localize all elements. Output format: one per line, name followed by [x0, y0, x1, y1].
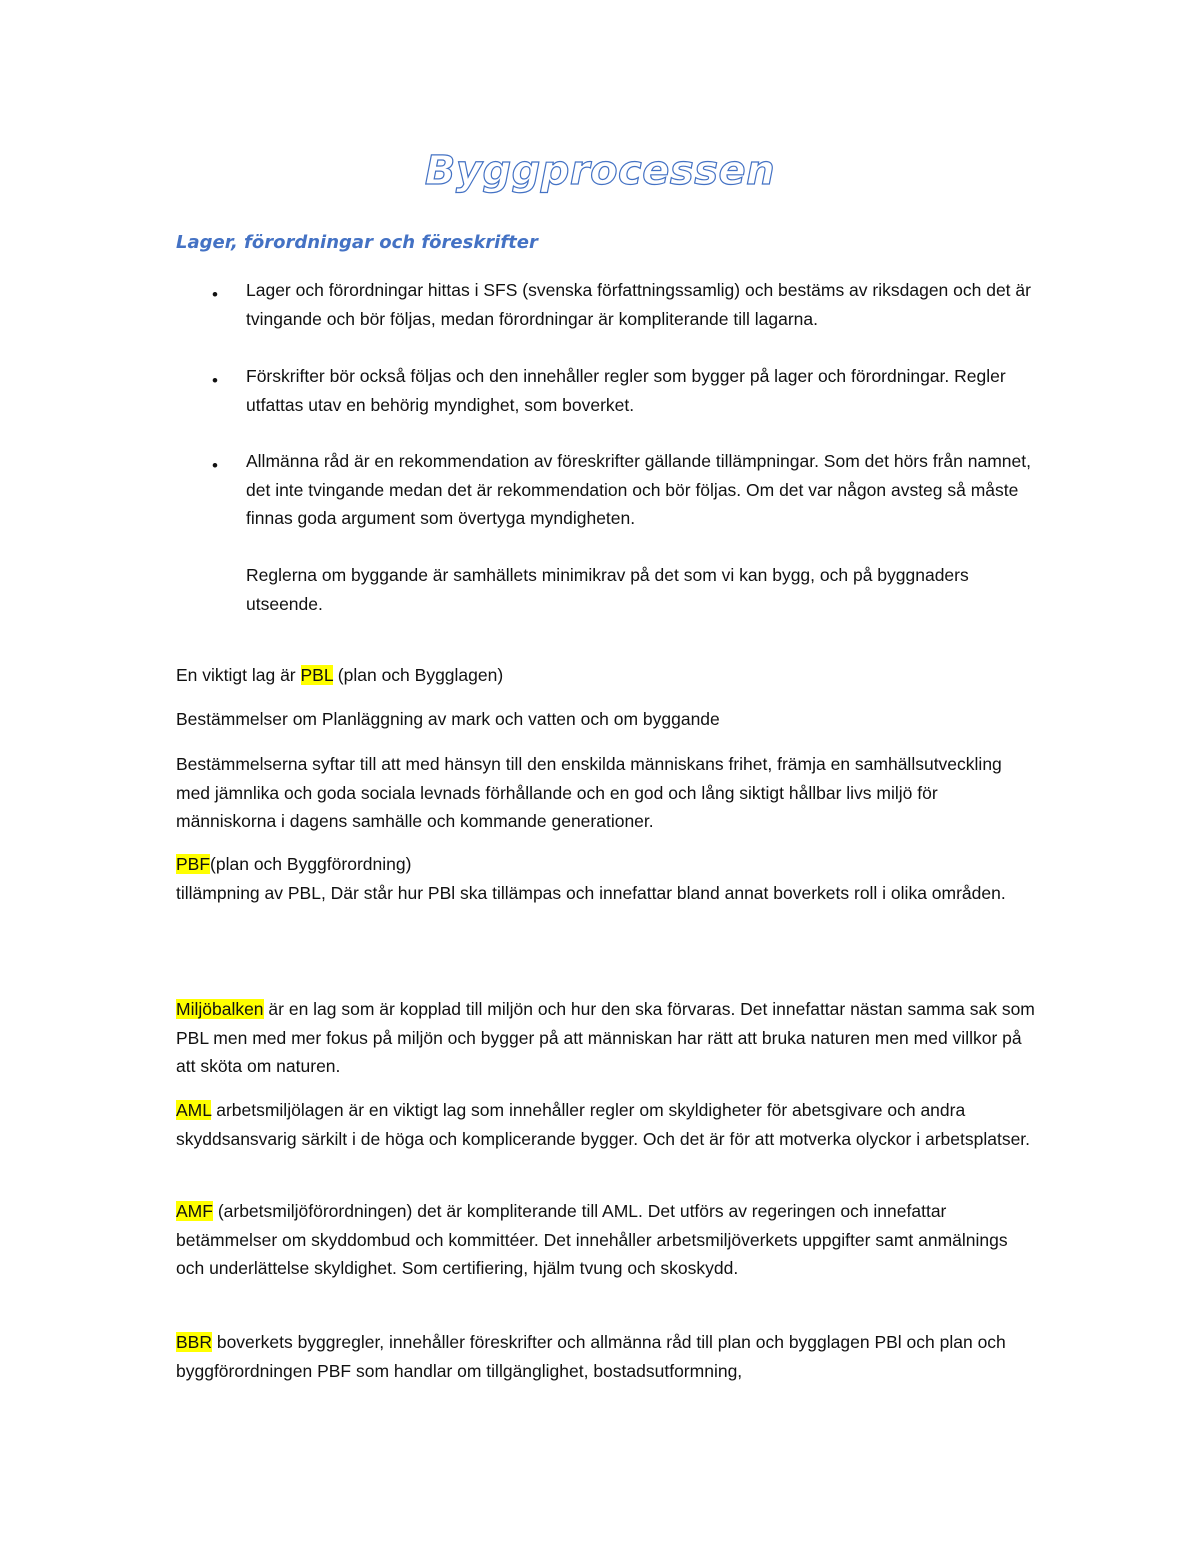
- miljobalken-highlight: Miljöbalken: [176, 999, 264, 1019]
- pbl-prefix: En viktigt lag är: [176, 665, 301, 685]
- bullet-text-sfs: Lager och förordningar hittas i SFS (svenska författningssamlig) och bestäms av riksdagen och det är tvingande och bör följas, medan förordningar är kompliterande till lagarna.: [246, 280, 1031, 329]
- document-title: Byggprocessen: [424, 148, 776, 194]
- bullet-icon: •: [212, 456, 218, 475]
- pbf-paragraph: [176, 850, 1036, 907]
- aml-body: arbetsmiljölagen är en viktigt lag som innehåller regler om skyldigheter för abetsgivare och andra skyddsansvarig särkilt i de höga och komplicerande bygger. Och det är för att motverka olyckor i arbetsplatser.: [176, 1100, 1031, 1149]
- aml-highlight: AML: [176, 1100, 212, 1120]
- miljobalken-paragraph: [176, 995, 1036, 1081]
- pbl-purpose: Bestämmelserna syftar till att med hänsyn till den enskilda människans frihet, främja en samhällsutveckling med jämnlika och goda sociala levnads förhållande och en god och lång siktigt hållbar livs miljö för människorna i dagens samhälle och kommande generationer.: [176, 754, 1002, 832]
- amf-body: (arbetsmiljöförordningen) det är kompliterande till AML. Det utförs av regeringen och innefattar betämmelser om skyddombud och kommittéer. Det innehåller arbetsmiljöverkets uppgifter samt anmälnings och underlättelse skyldighet. Som certifiering, hjälm tvung och skoskydd.: [176, 1201, 1008, 1279]
- bbr-paragraph: [176, 1328, 1036, 1385]
- pbf-body: tillämpning av PBL, Där står hur PBl ska tillämpas och innefattar bland annat boverkets roll i olika områden.: [176, 882, 1006, 903]
- amf-highlight: AMF: [176, 1201, 213, 1221]
- pbl-paragraph: [176, 661, 1036, 690]
- section-heading: Lager, förordningar och föreskrifter: [176, 232, 538, 253]
- bullet-icon: •: [212, 371, 218, 390]
- miljobalken-body: är en lag som är kopplad till miljön och hur den ska förvaras. Det innefattar nästan samma sak som PBL men med mer fokus på miljön och bygger på att människan har rätt att bruka naturen men med villkor på att sköta om naturen.: [176, 999, 1035, 1077]
- pbf-head: (plan och Byggförordning): [210, 854, 412, 874]
- pbl-scope: Bestämmelser om Planläggning av mark och vatten och om byggande: [176, 709, 720, 729]
- pbl-highlight: PBL: [300, 665, 333, 685]
- pbl-suffix: (plan och Bygglagen): [332, 665, 504, 685]
- bullet-text-allmanna-rad: Allmänna råd är en rekommendation av föreskrifter gällande tillämpningar. Som det hörs från namnet, det inte tvingande medan det är rekommendation och bör följas. Om det var någon avsteg så måste finnas goda argument som övertyga myndigheten.: [246, 451, 1031, 529]
- aml-paragraph: [176, 1096, 1036, 1153]
- pbf-highlight: PBF: [176, 854, 211, 874]
- bullet-text-foreskrifter: Förskrifter bör också följas och den innehåller regler som bygger på lager och förordningar. Regler utfattas utav en behörig myndighet, som boverket.: [246, 366, 1006, 415]
- bbr-body: boverkets byggregler, innehåller föreskrifter och allmänna råd till plan och bygglagen PBl och plan och byggförordningen PBF som handlar om tillgänglighet, bostadsutformning,: [176, 1332, 1006, 1381]
- bbr-highlight: BBR: [176, 1332, 212, 1352]
- bullet-icon: •: [212, 285, 218, 304]
- indented-note: Reglerna om byggande är samhällets minimikrav på det som vi kan bygg, och på byggnaders utseende.: [246, 565, 969, 614]
- amf-paragraph: [176, 1197, 1036, 1283]
